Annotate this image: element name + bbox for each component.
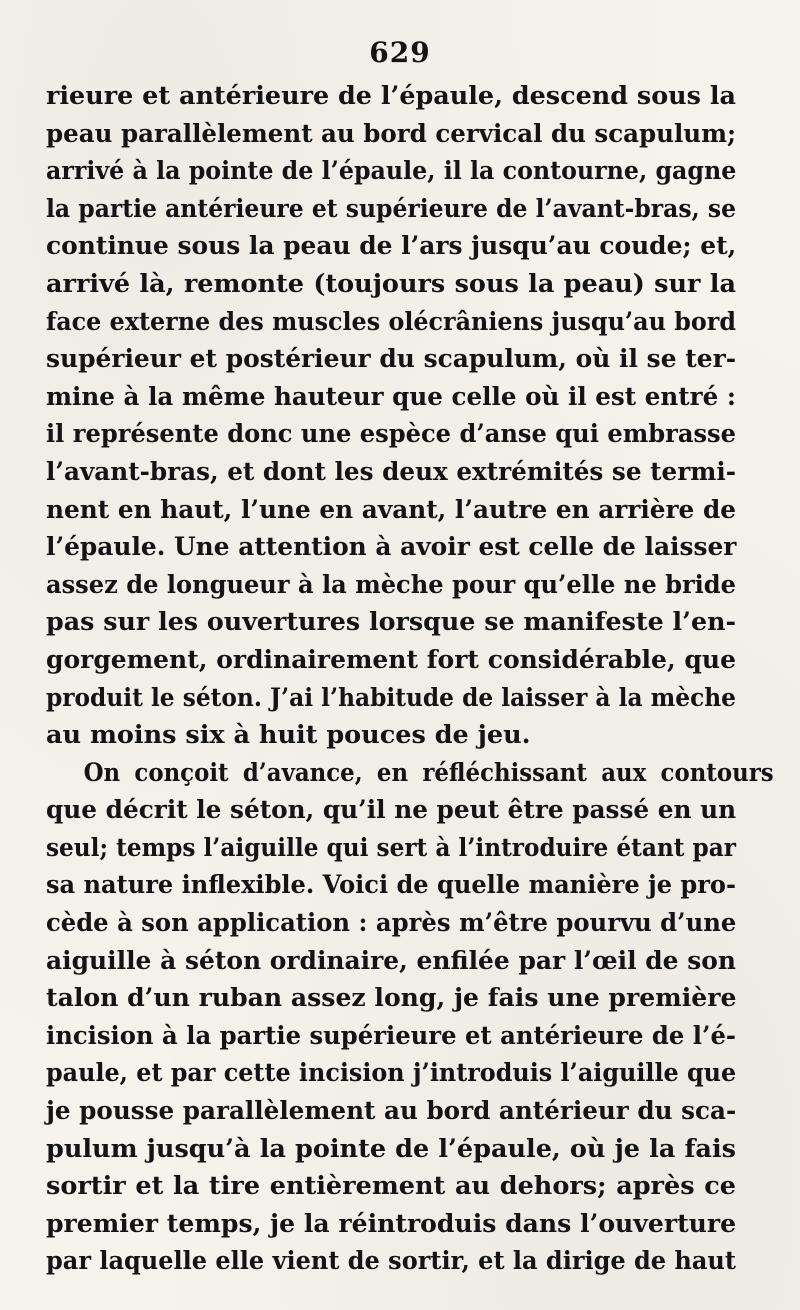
text-line: pulum jusqu’à la pointe de l’épaule, où je la fais: [46, 1133, 736, 1164]
text-line: arrivé à la pointe de l’épaule, il la contourne, gagne: [46, 156, 737, 187]
text-line: peau parallèlement au bord cervical du scapulum;: [46, 118, 737, 149]
text-line: gorgement, ordinairement fort considérable, que: [46, 644, 736, 675]
text-line: aiguille à séton ordinaire, enfilée par l’œil de son: [46, 945, 736, 976]
text-line: incision à la partie supérieure et antérieure de l’é-: [46, 1020, 736, 1051]
text-line: sortir et la tire entièrement au dehors; après ce: [46, 1171, 736, 1202]
text-line: continue sous la peau de l’ars jusqu’au coude; et,: [46, 231, 737, 262]
text-line: arrivé là, remonte (toujours sous la peau) sur la: [46, 268, 736, 299]
text-line: je pousse parallèlement au bord antérieur du sca-: [46, 1096, 737, 1127]
text-line: l’avant-bras, et dont les deux extrémités se termi-: [46, 456, 736, 487]
text-line: par laquelle elle vient de sortir, et la dirige de haut: [46, 1246, 736, 1277]
text-line: supérieur et postérieur du scapulum, où il se ter-: [46, 344, 737, 375]
text-line: il représente donc une espèce d’anse qui embrasse: [46, 419, 736, 450]
text-line: au moins six à huit pouces de jeu.: [46, 720, 531, 751]
text-line: face externe des muscles olécrâniens jusqu’au bord: [46, 306, 737, 337]
page-number: 629: [369, 36, 431, 69]
text-line: nent en haut, l’une en avant, l’autre en arrière de: [46, 494, 737, 525]
text-line: pas sur les ouvertures lorsque se manifeste l’en-: [46, 607, 736, 638]
text-line: l’épaule. Une attention à avoir est celle de laisser: [46, 532, 737, 563]
text-line: cède à son application : après m’être pourvu d’une: [46, 908, 737, 939]
text-line: rieure et antérieure de l’épaule, descend sous la: [46, 81, 736, 111]
text-line: premier temps, je la réintroduis dans l’ouverture: [46, 1208, 737, 1239]
text-line: seul; temps l’aiguille qui sert à l’introduire étant par: [46, 832, 737, 863]
text-line: assez de longueur à la mèche pour qu’elle ne bride: [46, 569, 736, 600]
body-text: [46, 78, 774, 1281]
text-line: mine à la même hauteur que celle où il est entré :: [46, 381, 736, 412]
text-line: talon d’un ruban assez long, je fais une première: [46, 983, 737, 1014]
text-line: produit le séton. J’ai l’habitude de laisser à la mèche: [46, 682, 737, 713]
text-line: sa nature inflexible. Voici de quelle manière je pro-: [46, 870, 736, 901]
text-line: que décrit le séton, qu’il ne peut être passé en un: [46, 795, 737, 826]
paragraph-first-line: On conçoit d’avance, en réfléchissant aux contours: [83, 757, 774, 788]
text-line: la partie antérieure et supérieure de l’avant-bras, se: [46, 193, 736, 224]
text-line: paule, et par cette incision j’introduis l’aiguille que: [46, 1058, 737, 1089]
